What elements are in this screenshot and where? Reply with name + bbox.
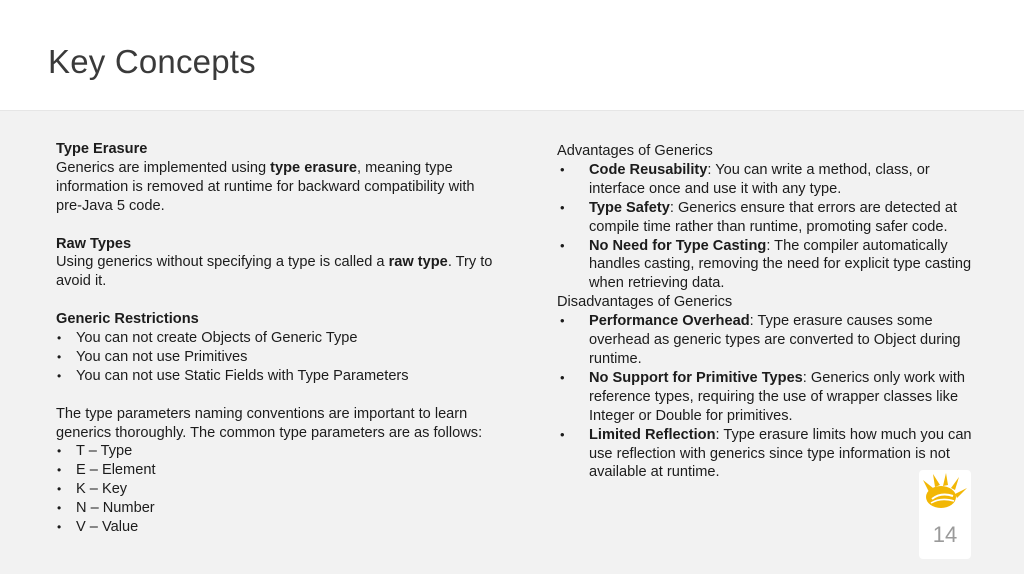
right-column bbox=[557, 142, 977, 482]
raw-types-text bbox=[56, 253, 496, 291]
list-item: • K – Key bbox=[56, 480, 496, 499]
spacer bbox=[56, 216, 496, 235]
list-item bbox=[557, 312, 977, 369]
list-item bbox=[557, 161, 977, 199]
list-item: • N – Number bbox=[56, 499, 496, 518]
title-bar bbox=[0, 0, 1024, 111]
left-column bbox=[56, 140, 496, 537]
advantage-term: Type Safety bbox=[589, 199, 670, 216]
list-item bbox=[557, 426, 977, 483]
disadvantage-desc: : Generics only work with reference types, requiring the use of wrapper classes like Integer or Double for primitives. bbox=[589, 369, 966, 424]
page-number-box bbox=[919, 514, 971, 559]
list-item: • You can not use Static Fields with Type Parameters bbox=[56, 367, 496, 386]
spacer bbox=[56, 291, 496, 310]
content-area bbox=[0, 111, 1024, 574]
logo-box bbox=[919, 470, 971, 514]
slide-title: Key Concepts bbox=[48, 43, 256, 80]
disadvantage-desc: : Type erasure causes some overhead as generic types are converted to Object during runtime. bbox=[589, 313, 961, 367]
list-item: • You can not use Primitives bbox=[56, 348, 496, 367]
raw-types-text-after: . Try to avoid it. bbox=[56, 254, 493, 290]
restrictions-list bbox=[56, 329, 496, 386]
disadvantage-term: Performance Overhead bbox=[589, 313, 750, 330]
advantage-term: Code Reusability bbox=[589, 161, 708, 178]
type-erasure-text-after: , meaning type information is removed at runtime for backward compatibility with pre-Java 5 code. bbox=[56, 159, 475, 214]
advantages-list bbox=[557, 161, 977, 293]
page-number: 14 bbox=[932, 522, 958, 547]
raw-types-keyword: raw type bbox=[388, 254, 448, 271]
type-erasure-text bbox=[56, 159, 496, 216]
naming-conventions-text: The type parameters naming conventions are important to learn generics thoroughly. The common type parameters are as follows: bbox=[56, 405, 483, 441]
advantage-term: No Need for Type Casting bbox=[589, 237, 767, 254]
advantage-desc: : You can write a method, class, or interface once and use it with any type. bbox=[589, 161, 930, 197]
raw-types-heading: Raw Types bbox=[56, 235, 132, 252]
disadvantage-term: No Support for Primitive Types bbox=[589, 369, 803, 386]
spacer bbox=[56, 386, 496, 405]
university-crest-icon bbox=[919, 470, 971, 514]
disadvantages-list bbox=[557, 312, 977, 482]
type-erasure-heading: Type Erasure bbox=[56, 141, 148, 157]
list-item: • T – Type bbox=[56, 442, 496, 461]
disadvantages-heading: Disadvantages of Generics bbox=[557, 294, 733, 311]
list-item bbox=[557, 199, 977, 237]
list-item: • E – Element bbox=[56, 461, 496, 480]
type-erasure-keyword: type erasure bbox=[270, 159, 357, 176]
advantages-heading: Advantages of Generics bbox=[557, 143, 713, 159]
advantage-desc: : The compiler automatically handles casting, removing the need for explicit type casting when retrieving data. bbox=[589, 237, 972, 292]
generic-restrictions-heading: Generic Restrictions bbox=[56, 311, 199, 328]
advantage-desc: : Generics ensure that errors are detected at compile time rather than runtime, promoting safer code. bbox=[589, 199, 958, 235]
list-item: • You can not create Objects of Generic Type bbox=[56, 329, 496, 348]
disadvantage-term: Limited Reflection bbox=[589, 426, 716, 443]
raw-types-text-before: Using generics without specifying a type is called a bbox=[56, 254, 389, 271]
list-item: • V – Value bbox=[56, 518, 496, 537]
disadvantage-desc: : Type erasure limits how much you can use reflection with generics since type information is not available at runtime. bbox=[589, 426, 972, 481]
list-item bbox=[557, 369, 977, 426]
type-parameters-list bbox=[56, 442, 496, 537]
list-item bbox=[557, 237, 977, 294]
type-erasure-text-before: Generics are implemented using bbox=[56, 159, 271, 176]
